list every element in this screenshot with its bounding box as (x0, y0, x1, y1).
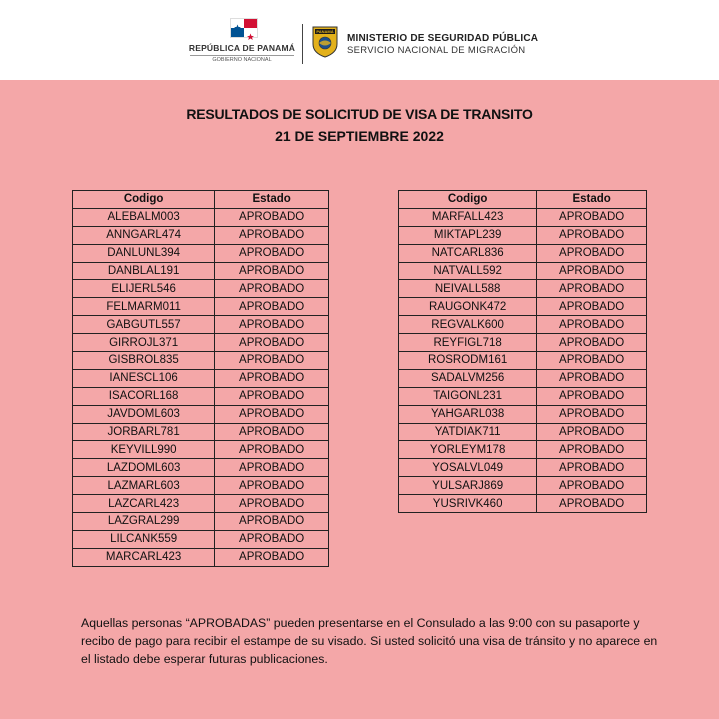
table-row (399, 441, 647, 459)
code-cell: YORLEYM178 (399, 441, 537, 459)
table-row (399, 280, 647, 298)
status-cell: APROBADO (537, 477, 647, 495)
code-cell: ANNGARL474 (73, 226, 215, 244)
status-cell: APROBADO (537, 441, 647, 459)
status-cell: APROBADO (537, 298, 647, 316)
code-cell: YATDIAK711 (399, 423, 537, 441)
code-cell: DANBLAL191 (73, 262, 215, 280)
table-row (73, 316, 329, 334)
results-table-left (72, 190, 329, 567)
code-cell: LAZDOML603 (73, 459, 215, 477)
table-row (73, 495, 329, 513)
footer-note: Aquellas personas “APROBADAS” pueden presentarse en el Consulado a las 9:00 con su pasaporte y recibo de pago para recibir el estampe de su visado. Si usted solicitó una visa de tránsito y no aparece en el listado debe esperar futuras publicaciones. (81, 616, 658, 666)
status-cell: APROBADO (537, 423, 647, 441)
status-cell: APROBADO (215, 352, 329, 370)
status-cell: APROBADO (215, 334, 329, 352)
table-row (399, 477, 647, 495)
table-row (399, 352, 647, 370)
table-row (399, 423, 647, 441)
code-cell: KEYVILL990 (73, 441, 215, 459)
status-cell: APROBADO (537, 352, 647, 370)
status-cell: APROBADO (215, 530, 329, 548)
code-cell: ROSRODM161 (399, 352, 537, 370)
table-body (73, 208, 329, 566)
status-cell: APROBADO (215, 513, 329, 531)
code-cell: REYFIGL718 (399, 334, 537, 352)
status-cell: APROBADO (215, 208, 329, 226)
status-cell: APROBADO (537, 226, 647, 244)
column-header-status: Estado (537, 191, 647, 209)
code-cell: MARFALL423 (399, 208, 537, 226)
table-row (73, 298, 329, 316)
code-cell: NEIVALL588 (399, 280, 537, 298)
table-row (73, 441, 329, 459)
status-cell: APROBADO (215, 280, 329, 298)
header-divider (302, 24, 303, 64)
status-cell: APROBADO (215, 477, 329, 495)
code-cell: GABGUTL557 (73, 316, 215, 334)
code-cell: MARCARL423 (73, 548, 215, 566)
code-cell: REGVALK600 (399, 316, 537, 334)
table-row (73, 334, 329, 352)
table-row (73, 423, 329, 441)
panama-flag-icon (230, 18, 258, 38)
status-cell: APROBADO (215, 369, 329, 387)
status-cell: APROBADO (215, 316, 329, 334)
table-row (399, 459, 647, 477)
table-row (399, 226, 647, 244)
code-cell: LAZMARL603 (73, 477, 215, 495)
status-cell: APROBADO (215, 244, 329, 262)
column-header-code: Codigo (73, 191, 215, 209)
table-row (399, 244, 647, 262)
status-cell: APROBADO (537, 208, 647, 226)
code-cell: ELIJERL546 (73, 280, 215, 298)
table-row (73, 280, 329, 298)
code-cell: ALEBALM003 (73, 208, 215, 226)
svg-text:PANAMÁ: PANAMÁ (316, 29, 334, 35)
status-cell: APROBADO (215, 423, 329, 441)
code-cell: YOSALVL049 (399, 459, 537, 477)
code-cell: LILCANK559 (73, 530, 215, 548)
table-row (399, 405, 647, 423)
status-cell: APROBADO (537, 334, 647, 352)
page-title: RESULTADOS DE SOLICITUD DE VISA DE TRANSITO (186, 106, 533, 122)
code-cell: JORBARL781 (73, 423, 215, 441)
status-cell: APROBADO (215, 226, 329, 244)
status-cell: APROBADO (537, 387, 647, 405)
table-row (73, 530, 329, 548)
code-cell: LAZGRAL299 (73, 513, 215, 531)
status-cell: APROBADO (537, 244, 647, 262)
table-header-row (399, 191, 647, 209)
status-cell: APROBADO (215, 262, 329, 280)
table-row (73, 208, 329, 226)
table-row (73, 459, 329, 477)
column-header-status: Estado (215, 191, 329, 209)
table-row (73, 477, 329, 495)
code-cell: YULSARJ869 (399, 477, 537, 495)
table-row (73, 262, 329, 280)
code-cell: LAZCARL423 (73, 495, 215, 513)
page-date: 21 DE SEPTIEMBRE 2022 (275, 128, 444, 144)
migration-service-name: SERVICIO NACIONAL DE MIGRACIÓN (347, 45, 526, 56)
status-cell: APROBADO (537, 316, 647, 334)
status-cell: APROBADO (215, 405, 329, 423)
status-cell: APROBADO (537, 262, 647, 280)
code-cell: FELMARM011 (73, 298, 215, 316)
table-row (399, 387, 647, 405)
table-row (399, 334, 647, 352)
code-cell: ISACORL168 (73, 387, 215, 405)
republic-subtitle: GOBIERNO NACIONAL (190, 55, 294, 63)
code-cell: GISBROL835 (73, 352, 215, 370)
table-row (399, 298, 647, 316)
header-bar (0, 0, 719, 80)
code-cell: RAUGONK472 (399, 298, 537, 316)
code-cell: NATVALL592 (399, 262, 537, 280)
table-header-row (73, 191, 329, 209)
code-cell: SADALVM256 (399, 369, 537, 387)
table-row (73, 369, 329, 387)
code-cell: DANLUNL394 (73, 244, 215, 262)
republic-name: REPÚBLICA DE PANAMÁ (188, 43, 296, 53)
table-row (399, 262, 647, 280)
status-cell: APROBADO (537, 369, 647, 387)
status-cell: APROBADO (215, 298, 329, 316)
table-row (73, 244, 329, 262)
table-row (399, 316, 647, 334)
status-cell: APROBADO (215, 387, 329, 405)
migration-shield-icon (312, 26, 338, 58)
status-cell: APROBADO (537, 459, 647, 477)
code-cell: TAIGONL231 (399, 387, 537, 405)
table-row (73, 352, 329, 370)
status-cell: APROBADO (215, 495, 329, 513)
table-body (399, 208, 647, 512)
status-cell: APROBADO (215, 441, 329, 459)
code-cell: NATCARL836 (399, 244, 537, 262)
code-cell: MIKTAPL239 (399, 226, 537, 244)
status-cell: APROBADO (537, 280, 647, 298)
table-row (73, 226, 329, 244)
status-cell: APROBADO (537, 405, 647, 423)
code-cell: GIRROJL371 (73, 334, 215, 352)
status-cell: APROBADO (215, 548, 329, 566)
ministry-name: MINISTERIO DE SEGURIDAD PÚBLICA (347, 33, 539, 44)
table-row (73, 513, 329, 531)
status-cell: APROBADO (215, 459, 329, 477)
table-row (73, 387, 329, 405)
code-cell: YUSRIVK460 (399, 495, 537, 513)
code-cell: IANESCL106 (73, 369, 215, 387)
code-cell: JAVDOML603 (73, 405, 215, 423)
code-cell: YAHGARL038 (399, 405, 537, 423)
table-row (73, 405, 329, 423)
table-row (399, 208, 647, 226)
table-row (73, 548, 329, 566)
table-row (399, 369, 647, 387)
status-cell: APROBADO (537, 495, 647, 513)
column-header-code: Codigo (399, 191, 537, 209)
results-table-right (398, 190, 647, 513)
table-row (399, 495, 647, 513)
